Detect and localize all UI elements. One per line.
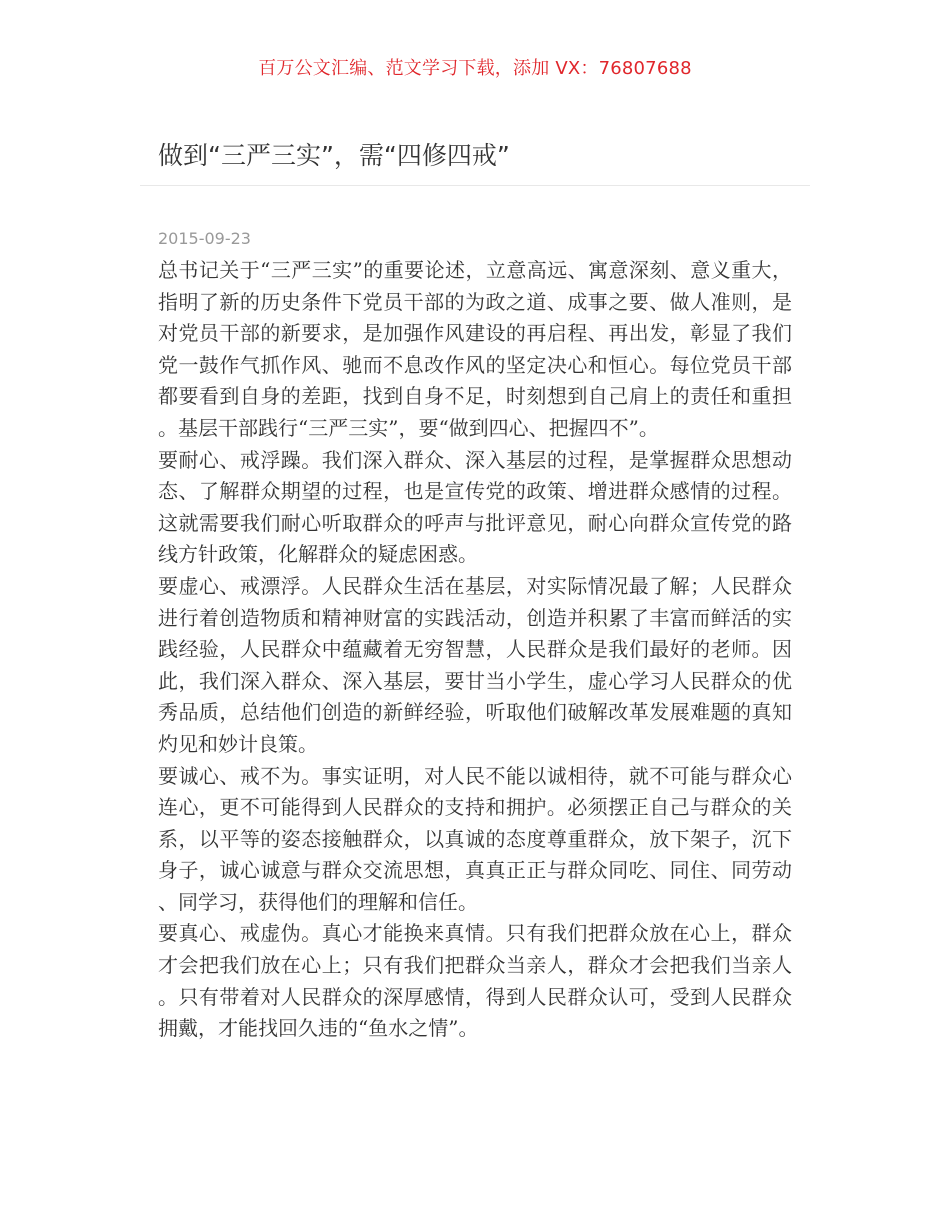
article-date: 2015-09-23 (158, 229, 251, 248)
paragraph-intro: 总书记关于“三严三实”的重要论述，立意高远、寓意深刻、意义重大，指明了新的历史条件下党员干部的为政之道、成事之要、做人准则，是对党员干部的新要求，是加强作风建设的再启程、再出发，彰显了我们党一鼓作气抓作风、驰而不息改作风的坚定决心和恒心。每位党员干部都要看到自身的差距，找到自身不足，时刻想到自己肩上的责任和重担。基层干部践行“三严三实”，要“做到四心、把握四不”。 (158, 258, 792, 440)
paragraph-humility: 要虚心、戒漂浮。人民群众生活在基层，对实际情况最了解；人民群众进行着创造物质和精神财富的实践活动，创造并积累了丰富而鲜活的实践经验，人民群众中蕴藏着无穷智慧，人民群众是我们最好的老师。因此，我们深入群众、深入基层，要甘当小学生，虚心学习人民群众的优秀品质，总结他们创造的新鲜经验，听取他们破解改革发展难题的真知灼见和妙计良策。 (158, 573, 792, 756)
title-divider (140, 185, 810, 186)
paragraph-patience: 要耐心、戒浮躁。我们深入群众、深入基层的过程，是掌握群众思想动态、了解群众期望的过程，也是宣传党的政策、增进群众感情的过程。这就需要我们耐心听取群众的呼声与批评意见，耐心向群众宣传党的路线方针政策，化解群众的疑虑困惑。 (158, 447, 792, 567)
article-title: 做到“三严三实”，需“四修四戒” (158, 141, 510, 170)
header-banner: 百万公文汇编、范文学习下载，添加 VX：76807688 (258, 58, 692, 79)
paragraph-sincerity: 要诚心、戒不为。事实证明，对人民不能以诚相待，就不可能与群众心连心，更不可能得到人民群众的支持和拥护。必须摆正自己与群众的关系，以平等的姿态接触群众，以真诚的态度尊重群众，放下架子，沉下身子，诚心诚意与群众交流思想，真真正正与群众同吃、同住、同劳动、同学习，获得他们的理解和信任。 (158, 763, 792, 914)
paragraph-genuineness: 要真心、戒虚伪。真心才能换来真情。只有我们把群众放在心上，群众才会把我们放在心上；只有我们把群众当亲人，群众才会把我们当亲人。只有带着对人民群众的深厚感情，得到人民群众认可，受到人民群众拥戴，才能找回久违的“鱼水之情”。 (158, 921, 792, 1041)
article-body (158, 255, 792, 1045)
